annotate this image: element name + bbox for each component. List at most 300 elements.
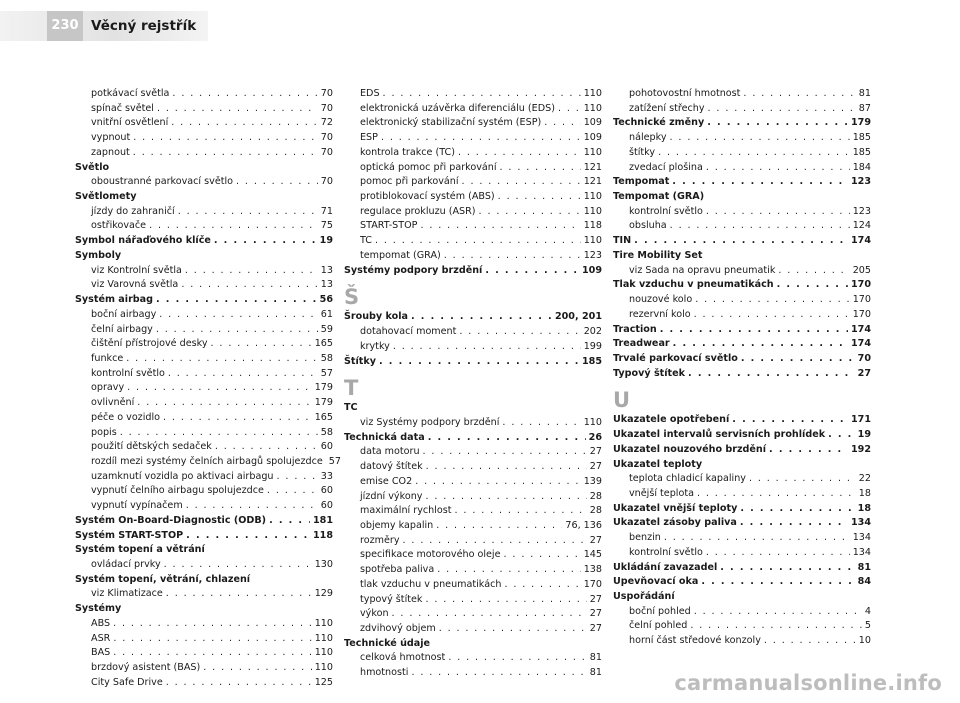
entry-term: kontrolní světlo <box>629 205 703 217</box>
entry-page: 192 <box>850 443 871 455</box>
dot-leader <box>444 249 581 264</box>
index-subentry <box>75 116 333 131</box>
dot-leader <box>168 367 318 382</box>
entry-term: Ukazatel vnější teploty <box>613 502 738 514</box>
entry-page: 124 <box>852 220 871 232</box>
entry-term: rozměry <box>360 534 400 546</box>
index-subentry <box>344 146 602 161</box>
dot-leader <box>502 416 580 431</box>
index-subentry <box>75 352 333 367</box>
page-number: 230 <box>47 11 83 41</box>
entry-term: rozdíl mezi systémy čelních airbagů spolujezdce <box>91 455 323 467</box>
index-subentry <box>344 504 602 519</box>
index-subentry <box>75 337 333 352</box>
index-subentry <box>344 534 602 549</box>
index-subentry <box>613 102 871 117</box>
entry-term: EDS <box>360 88 380 99</box>
entry-term: Tlak vzduchu v pneumatikách <box>613 279 774 291</box>
index-subentry <box>75 87 333 102</box>
entry-term: ESP <box>360 132 378 144</box>
index-subentry <box>75 484 333 499</box>
entry-page: 110 <box>314 632 333 644</box>
entry-page: 123 <box>850 176 871 188</box>
dot-leader <box>381 131 581 146</box>
entry-term: elektronický stabilizační systém (ESP) <box>360 117 542 129</box>
index-subentry <box>613 161 871 176</box>
dot-leader <box>277 470 318 485</box>
entry-term: ABS <box>91 617 111 629</box>
index-letter: T <box>344 376 359 401</box>
index-subentry <box>613 219 871 234</box>
index-subentry <box>344 490 602 505</box>
index-subentry <box>344 190 602 205</box>
index-subentry <box>613 605 871 620</box>
dot-leader <box>694 308 850 323</box>
entry-term: TC <box>360 235 372 247</box>
entry-page: 10 <box>858 635 871 647</box>
index-subentry <box>344 87 602 102</box>
dot-leader <box>425 490 586 505</box>
entry-term: zvedací plošina <box>629 161 703 173</box>
entry-page: 134 <box>852 532 871 544</box>
dot-leader <box>504 578 580 593</box>
index-entry <box>344 431 602 446</box>
dot-leader <box>156 293 317 308</box>
dot-leader <box>411 666 586 681</box>
dot-leader <box>707 116 848 131</box>
entry-page: 110 <box>583 88 602 99</box>
entry-term: pomoc při parkování <box>360 176 459 188</box>
entry-term: Ukazatel nouzového brzdění <box>613 443 767 455</box>
entry-page: 57 <box>328 455 341 467</box>
entry-page: 70 <box>857 352 871 364</box>
dot-leader <box>171 116 318 131</box>
index-subentry <box>344 593 602 608</box>
dot-leader <box>166 587 312 602</box>
dot-leader <box>670 219 850 234</box>
entry-page: 70 <box>320 102 333 114</box>
entry-term: štítky <box>629 146 656 158</box>
dot-leader <box>127 381 312 396</box>
dot-leader <box>185 264 318 279</box>
index-heading: Světlo <box>75 161 110 173</box>
entry-page: 110 <box>583 102 602 114</box>
dot-leader <box>403 534 587 549</box>
dot-leader <box>437 563 580 578</box>
entry-term: brzdový asistent (BAS) <box>91 662 201 674</box>
entry-page: 110 <box>583 205 602 217</box>
entry-term: City Safe Drive <box>91 676 163 688</box>
index-subentry <box>75 587 333 602</box>
entry-page: 27 <box>589 593 602 605</box>
dot-leader <box>459 325 580 340</box>
index-subentry <box>75 381 333 396</box>
index-subentry <box>75 175 333 190</box>
entry-page: 134 <box>850 517 871 529</box>
index-subentry <box>75 264 333 279</box>
index-entry <box>613 175 871 190</box>
entry-page: 87 <box>858 102 871 114</box>
entry-page: 5 <box>864 620 871 632</box>
dot-leader <box>740 516 848 531</box>
entry-page: 170 <box>583 578 602 590</box>
index-subentry <box>613 205 871 220</box>
dot-leader <box>706 161 850 176</box>
entry-page: 110 <box>314 662 333 674</box>
index-entry <box>613 278 871 293</box>
entry-term: regulace prokluzu (ASR) <box>360 205 476 217</box>
entry-term: funkce <box>91 352 124 364</box>
dot-leader <box>172 87 317 102</box>
entry-page: 110 <box>314 617 333 629</box>
dot-leader <box>458 146 581 161</box>
entry-term: spínač světel <box>91 102 154 114</box>
index-entry <box>613 516 871 531</box>
index-subentry <box>613 634 871 649</box>
index-subentry <box>75 278 333 293</box>
entry-term: hmotnosti <box>360 667 409 679</box>
entry-page: 70 <box>320 132 333 144</box>
index-subentry <box>75 219 333 234</box>
dot-leader <box>688 367 855 382</box>
entry-page: 57 <box>320 367 333 379</box>
dot-leader <box>411 310 552 325</box>
entry-page: 19 <box>857 429 871 441</box>
dot-leader <box>455 504 587 519</box>
entry-page: 13 <box>320 264 333 276</box>
entry-term: Ukazatel zásoby paliva <box>613 517 737 529</box>
index-letter: Š <box>344 285 360 310</box>
entry-term: BAS <box>91 647 111 659</box>
entry-page: 181 <box>312 514 333 526</box>
entry-page: 130 <box>314 559 333 570</box>
dot-leader <box>178 205 318 220</box>
entry-term: Technické změny <box>613 117 705 129</box>
dot-leader <box>163 411 312 426</box>
entry-term: kontrolní světlo <box>629 546 703 558</box>
index-subentry <box>344 102 602 117</box>
entry-term: ostřikovače <box>91 220 147 232</box>
dot-leader <box>439 622 587 637</box>
entry-page: 70 <box>320 146 333 158</box>
dot-leader <box>215 440 318 455</box>
index-subentry <box>75 411 333 426</box>
index-subentry <box>75 396 333 411</box>
index-entry <box>613 428 871 443</box>
entry-term: čištění přístrojové desky <box>91 338 208 350</box>
index-heading: Symboly <box>75 249 122 261</box>
entry-term: dotahovací moment <box>360 326 457 338</box>
entry-term: uzamknutí vozidla po aktivaci airbagu <box>91 470 274 482</box>
entry-page: 202 <box>583 326 602 338</box>
index-subentry <box>344 161 602 176</box>
entry-term: Tempomat <box>613 176 670 188</box>
index-subentry <box>344 622 602 637</box>
index-subentry <box>75 426 333 441</box>
watermark: carmanualsonline.info <box>674 671 942 695</box>
entry-term: Traction <box>613 323 657 335</box>
entry-term: zatížení střechy <box>629 102 705 114</box>
dot-leader <box>186 529 310 544</box>
entry-term: Systém On-Board-Diagnostic (ODB) <box>75 514 267 526</box>
entry-page: 58 <box>320 352 333 364</box>
entry-term: specifikace motorového oleje <box>360 549 501 561</box>
dot-leader <box>181 278 317 293</box>
index-heading: Světlomety <box>75 191 137 203</box>
entry-page: 165 <box>314 338 333 350</box>
index-entry <box>613 502 871 517</box>
index-subentry <box>75 499 333 514</box>
index-entry <box>344 355 602 370</box>
dot-leader <box>670 131 850 146</box>
dot-leader <box>113 646 311 661</box>
dot-leader <box>149 219 318 234</box>
entry-page: 170 <box>850 279 871 291</box>
entry-term: Šrouby kola <box>344 311 408 323</box>
entry-term: Ukládání zavazadel <box>613 561 718 573</box>
entry-term: potkávací světla <box>91 88 170 99</box>
dot-leader <box>720 561 854 576</box>
entry-term: typový štítek <box>360 593 423 605</box>
entry-page: 109 <box>583 117 602 129</box>
entry-term: ovlivnění <box>91 397 135 409</box>
dot-leader <box>126 352 318 367</box>
dot-leader <box>498 190 581 205</box>
index-subentry <box>75 323 333 338</box>
entry-term: tempomat (GRA) <box>360 249 441 261</box>
entry-term: viz Varovná světla <box>91 279 179 291</box>
entry-term: výkon <box>360 608 389 620</box>
dot-leader <box>214 234 317 249</box>
entry-page: 174 <box>850 323 871 335</box>
entry-page: 184 <box>852 161 871 173</box>
entry-page: 171 <box>850 414 871 426</box>
index-entry <box>613 413 871 428</box>
entry-term: Trvalé parkovací světlo <box>613 352 738 364</box>
index-subentry <box>75 146 333 161</box>
index-entry <box>344 264 602 279</box>
entry-page: 76, 136 <box>565 519 602 531</box>
entry-term: Ukazatele opotřebení <box>613 414 730 426</box>
entry-page: 165 <box>314 411 333 423</box>
dot-leader <box>634 234 848 249</box>
index-entry <box>75 293 333 308</box>
index-subentry <box>344 219 602 234</box>
entry-page: 71 <box>320 205 333 217</box>
entry-term: oboustranné parkovací světlo <box>91 176 234 188</box>
entry-term: obsluha <box>629 220 667 232</box>
index-subentry <box>344 519 602 534</box>
index-subentry <box>613 87 871 102</box>
dot-leader <box>828 428 855 443</box>
dot-leader <box>769 443 848 458</box>
entry-page: 27 <box>857 367 871 379</box>
index-subentry <box>75 632 333 647</box>
entry-page: 185 <box>852 132 871 144</box>
entry-page: 27 <box>589 446 602 458</box>
index-subentry <box>344 416 602 431</box>
entry-term: nouzové kolo <box>629 294 693 306</box>
entry-page: 28 <box>589 505 602 517</box>
entry-term: Systém START-STOP <box>75 529 184 541</box>
index-subentry <box>344 445 602 460</box>
entry-term: elektronická uzávěrka diferenciálu (EDS) <box>360 102 555 114</box>
entry-page: 200, 201 <box>554 311 602 323</box>
entry-page: 81 <box>589 667 602 679</box>
entry-term: spotřeba paliva <box>360 564 435 576</box>
index-heading: Technické údaje <box>344 637 431 649</box>
entry-page: 72 <box>320 117 333 129</box>
index-subentry <box>75 440 333 455</box>
entry-term: datový štítek <box>360 461 423 473</box>
index-entry <box>613 337 871 352</box>
entry-term: optická pomoc při parkování <box>360 161 497 173</box>
index-subentry <box>613 487 871 502</box>
dot-leader <box>113 617 312 632</box>
entry-term: jízdy do zahraničí <box>91 205 175 217</box>
entry-page: 205 <box>852 264 871 276</box>
index-heading: Ukazatel teploty <box>613 458 703 470</box>
entry-term: Systém airbag <box>75 294 154 306</box>
entry-term: teplota chladicí kapaliny <box>629 473 746 485</box>
index-subentry <box>75 308 333 323</box>
entry-term: kontrolní světlo <box>91 367 165 379</box>
index-subentry <box>344 340 602 355</box>
index-entry <box>613 116 871 131</box>
dot-leader <box>425 593 586 608</box>
index-entry <box>613 561 871 576</box>
dot-leader <box>673 337 848 352</box>
dot-leader <box>690 619 862 634</box>
entry-page: 123 <box>583 249 602 261</box>
dot-leader <box>664 531 850 546</box>
index-heading: Systém topení, větrání, chlazení <box>75 573 251 585</box>
dot-leader <box>485 264 579 279</box>
index-subentry <box>344 607 602 622</box>
entry-term: maximální rychlost <box>360 505 452 517</box>
entry-term: viz Kontrolní světla <box>91 264 182 276</box>
dot-leader <box>672 175 848 190</box>
dot-leader <box>695 293 850 308</box>
index-column-2 <box>344 87 602 681</box>
page-title: Věcný rejstřík <box>91 18 197 34</box>
dot-leader <box>164 558 312 573</box>
entry-term: viz Sada na opravu pneumatik <box>629 264 776 276</box>
entry-page: 118 <box>583 220 602 232</box>
dot-leader <box>267 484 318 499</box>
entry-term: jízdní výkony <box>360 490 423 502</box>
entry-page: 27 <box>589 608 602 620</box>
index-subentry <box>344 234 602 249</box>
dot-leader <box>697 487 856 502</box>
entry-page: 56 <box>319 294 333 306</box>
index-subentry <box>75 131 333 146</box>
entry-page: 22 <box>858 473 871 485</box>
dot-leader <box>500 161 581 176</box>
entry-page: 145 <box>583 549 602 561</box>
dot-leader <box>269 514 310 529</box>
entry-term: ovládací prvky <box>91 559 161 570</box>
entry-page: 61 <box>320 308 333 320</box>
index-subentry <box>344 175 602 190</box>
index-entry <box>344 310 602 325</box>
index-heading: Systémy <box>75 603 122 615</box>
entry-page: 27 <box>589 623 602 634</box>
entry-page: 70 <box>320 176 333 188</box>
index-subentry <box>75 661 333 676</box>
index-subentry <box>344 325 602 340</box>
entry-page: 81 <box>589 652 602 664</box>
index-subentry <box>344 563 602 578</box>
entry-page: 139 <box>583 475 602 487</box>
entry-term: TIN <box>613 235 632 247</box>
index-subentry <box>75 367 333 382</box>
entry-term: Systémy podpory brzdění <box>344 264 483 276</box>
dot-leader <box>211 337 312 352</box>
index-subentry <box>613 131 871 146</box>
dot-leader <box>777 278 848 293</box>
index-subentry <box>613 146 871 161</box>
dot-leader <box>393 340 581 355</box>
index-subentry <box>75 102 333 117</box>
entry-page: 84 <box>857 576 871 588</box>
entry-page: 109 <box>583 132 602 144</box>
entry-page: 18 <box>857 502 871 514</box>
entry-page: 185 <box>581 355 602 367</box>
index-heading: Tire Mobility Set <box>613 249 703 261</box>
dot-leader <box>558 102 581 117</box>
entry-page: 134 <box>852 546 871 558</box>
entry-term: vypnutí vypínačem <box>91 500 183 512</box>
index-subentry <box>344 249 602 264</box>
entry-page: 28 <box>589 490 602 502</box>
entry-page: 185 <box>852 146 871 158</box>
entry-term: protiblokovací systém (ABS) <box>360 191 495 203</box>
index-heading: TC <box>344 402 358 414</box>
entry-page: 121 <box>583 161 602 173</box>
index-entry <box>613 367 871 382</box>
entry-page: 170 <box>852 294 871 306</box>
entry-page: 60 <box>320 441 333 453</box>
dot-leader <box>740 502 854 517</box>
entry-term: rezervní kolo <box>629 308 691 320</box>
entry-page: 109 <box>581 264 602 276</box>
dot-leader <box>383 87 581 102</box>
entry-page: 19 <box>319 235 333 247</box>
entry-term: použití dětských sedaček <box>91 441 212 453</box>
entry-term: viz Systémy podpory brzdění <box>360 416 500 428</box>
dot-leader <box>420 219 580 234</box>
index-subentry <box>344 131 602 146</box>
index-entry <box>613 352 871 367</box>
entry-term: vypnout <box>91 132 131 144</box>
dot-leader <box>701 575 854 590</box>
entry-page: 129 <box>314 588 333 600</box>
entry-page: 179 <box>314 397 333 409</box>
dot-leader <box>732 413 848 428</box>
dot-leader <box>544 116 580 131</box>
index-subentry <box>75 617 333 632</box>
entry-page: 26 <box>588 431 602 443</box>
dot-leader <box>706 205 850 220</box>
index-entry <box>75 234 333 249</box>
dot-leader <box>436 519 562 534</box>
page-header <box>0 11 960 41</box>
dot-leader <box>203 661 311 676</box>
entry-term: krytky <box>360 340 390 352</box>
entry-term: boční pohled <box>629 605 691 617</box>
entry-page: 110 <box>583 235 602 247</box>
